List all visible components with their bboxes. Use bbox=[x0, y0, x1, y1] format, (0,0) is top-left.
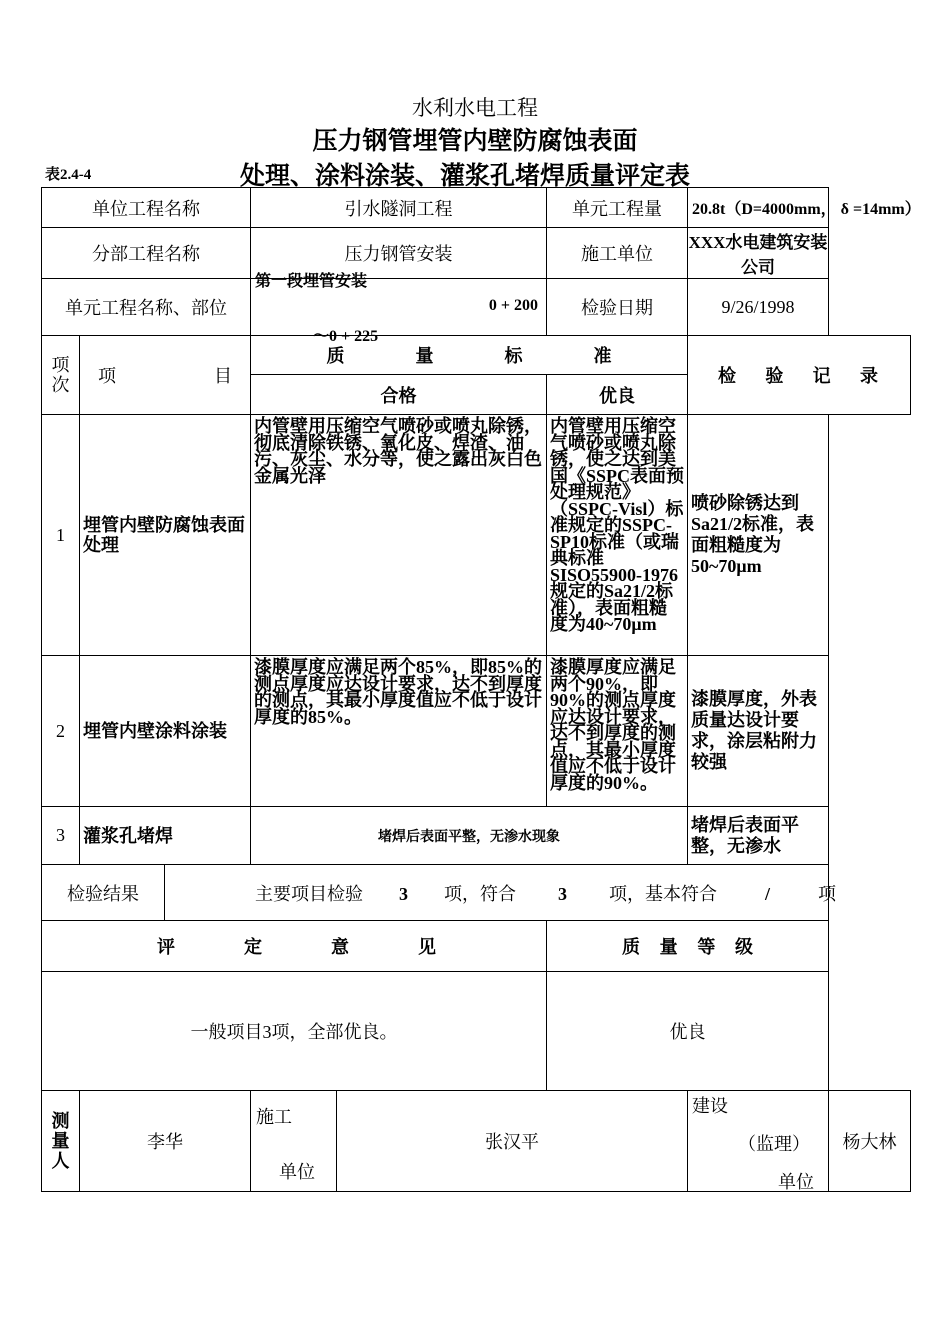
result-count: / bbox=[764, 883, 770, 904]
grade-char: 质 bbox=[622, 937, 641, 957]
result-count: 3 bbox=[558, 883, 567, 904]
date-value: 9/26/1998 bbox=[688, 279, 829, 336]
opinion-char: 意 bbox=[331, 937, 349, 957]
date-label: 检验日期 bbox=[547, 279, 688, 336]
owner-name: 杨大林 bbox=[829, 1091, 911, 1192]
row-item: 埋管内壁涂料涂装 bbox=[80, 656, 251, 807]
owner-label-b: （监理） bbox=[738, 1134, 811, 1154]
opinion-header bbox=[42, 921, 547, 972]
contractor-value: XXX水电建筑安装公司 bbox=[688, 228, 829, 279]
record-char: 检 bbox=[718, 366, 737, 386]
result-text: 主要项目检验 bbox=[255, 883, 363, 904]
excellent-header: 优良 bbox=[547, 375, 688, 415]
row-record: 喷砂除锈达到Sa21/2标准，表面粗糙度为50~70μm bbox=[688, 415, 829, 656]
construction-label-a: 施工 bbox=[256, 1107, 293, 1127]
row-pass-criteria: 内管壁用压缩空气喷砂或喷丸除锈，彻底清除铁锈、氧化皮、焊渣、油污、灰尘、水分等，使之露出灰白色金属光泽 bbox=[251, 415, 547, 656]
item-header-b: 目 bbox=[214, 366, 233, 386]
result-value bbox=[165, 865, 836, 921]
result-text: 项，符合 bbox=[444, 883, 516, 904]
sub-project-label: 分部工程名称 bbox=[42, 228, 251, 279]
item-header-a: 项 bbox=[98, 366, 116, 386]
table-number: 表2.4-4 bbox=[45, 167, 92, 183]
sub-project-value: 压力钢管安装 bbox=[251, 228, 547, 279]
table-row bbox=[42, 656, 911, 807]
construction-unit-label bbox=[251, 1091, 337, 1192]
row-item: 埋管内壁防腐蚀表面处理 bbox=[80, 415, 251, 656]
owner-unit-label bbox=[688, 1091, 829, 1192]
grade-char: 级 bbox=[734, 937, 753, 957]
standard-char: 标 bbox=[504, 346, 523, 366]
pass-header: 合格 bbox=[251, 375, 547, 415]
owner-label-c: 单位 bbox=[778, 1172, 815, 1192]
item-header bbox=[80, 336, 251, 415]
construction-label-b: 单位 bbox=[279, 1162, 316, 1182]
owner-label-a: 建设 bbox=[692, 1096, 729, 1116]
record-header bbox=[688, 336, 911, 415]
element-value bbox=[251, 273, 547, 345]
unit-project-value: 引水隧洞工程 bbox=[251, 188, 547, 228]
row-record: 堵焊后表面平整，无渗水 bbox=[688, 807, 829, 865]
row-record: 漆膜厚度，外表质量达设计要求，涂层粘附力较强 bbox=[688, 656, 829, 807]
unit-project-label: 单位工程名称 bbox=[42, 188, 251, 228]
surveyor-name: 李华 bbox=[80, 1091, 251, 1192]
grade-char: 量 bbox=[659, 937, 678, 957]
row-item: 灌浆孔堵焊 bbox=[80, 807, 251, 865]
row-excellent-criteria: 漆膜厚度应满足两个90%，即90%的测点厚度应达设计要求，达不到厚度的测点，其最小厚度值应不低于设计厚度的90%。 bbox=[547, 656, 688, 807]
title-line-3: 处理、涂料涂装、灌浆孔堵焊质量评定表 bbox=[240, 163, 691, 190]
standard-char: 准 bbox=[593, 346, 612, 366]
seq-header: 项次 bbox=[42, 336, 80, 415]
record-char: 录 bbox=[860, 366, 878, 386]
contractor-label: 施工单位 bbox=[547, 228, 688, 279]
grade-char: 等 bbox=[697, 937, 716, 957]
row-excellent-criteria: 内管壁用压缩空气喷砂或喷丸除锈，使之达到美国《SSPC表面预处理规范》（SSPC-Visl）标准规定的SSPC-SP10标准（或瑞典标准SISO55900-1976规定的Sa21/2标准），表面粗糙度为40~70μm bbox=[547, 415, 688, 656]
result-text: 项，基本符合 bbox=[609, 883, 717, 904]
grade-value: 优良 bbox=[547, 972, 829, 1091]
row-seq: 2 bbox=[42, 656, 80, 807]
opinion-char: 评 bbox=[157, 937, 175, 957]
opinion-char: 定 bbox=[244, 937, 262, 957]
table-row bbox=[42, 415, 911, 656]
title-line-1: 水利水电工程 bbox=[412, 96, 538, 120]
grade-header bbox=[547, 921, 829, 972]
record-char: 验 bbox=[765, 366, 784, 386]
row-pass-criteria: 漆膜厚度应满足两个85%，即85%的测点厚度应达设计要求，达不到厚度的测点，其最小厚度值应不低于设计厚度的85%。 bbox=[251, 656, 547, 807]
result-label: 检验结果 bbox=[42, 865, 165, 921]
element-line-2: 0 + 200 bbox=[488, 297, 539, 314]
opinion-value: 一般项目3项，全部优良。 bbox=[42, 972, 547, 1091]
result-text: 项 bbox=[818, 883, 836, 904]
element-line-1: 第一段埋管安装 bbox=[255, 273, 368, 290]
title-line-2: 压力钢管埋管内壁防腐蚀表面 bbox=[312, 128, 638, 155]
record-char: 记 bbox=[812, 366, 831, 386]
opinion-char: 见 bbox=[418, 937, 436, 957]
table-row bbox=[42, 807, 911, 865]
surveyor-label: 测量人 bbox=[42, 1091, 80, 1192]
result-count: 3 bbox=[399, 883, 408, 904]
row-seq: 1 bbox=[42, 415, 80, 656]
element-line-3: ～0 + 225 bbox=[313, 328, 379, 345]
standard-char: 质 bbox=[326, 346, 345, 366]
row-seq: 3 bbox=[42, 807, 80, 865]
element-label: 单元工程名称、部位 bbox=[42, 279, 251, 336]
standard-char: 量 bbox=[415, 346, 434, 366]
construction-name: 张汉平 bbox=[337, 1091, 688, 1192]
unit-quantity-label: 单元工程量 bbox=[547, 188, 688, 228]
quality-assessment-table bbox=[41, 187, 921, 1192]
row-standard: 堵焊后表面平整，无渗水现象 bbox=[251, 807, 688, 865]
unit-quantity-value: 20.8t（D=4000mm， δ =14mm） bbox=[688, 188, 829, 228]
